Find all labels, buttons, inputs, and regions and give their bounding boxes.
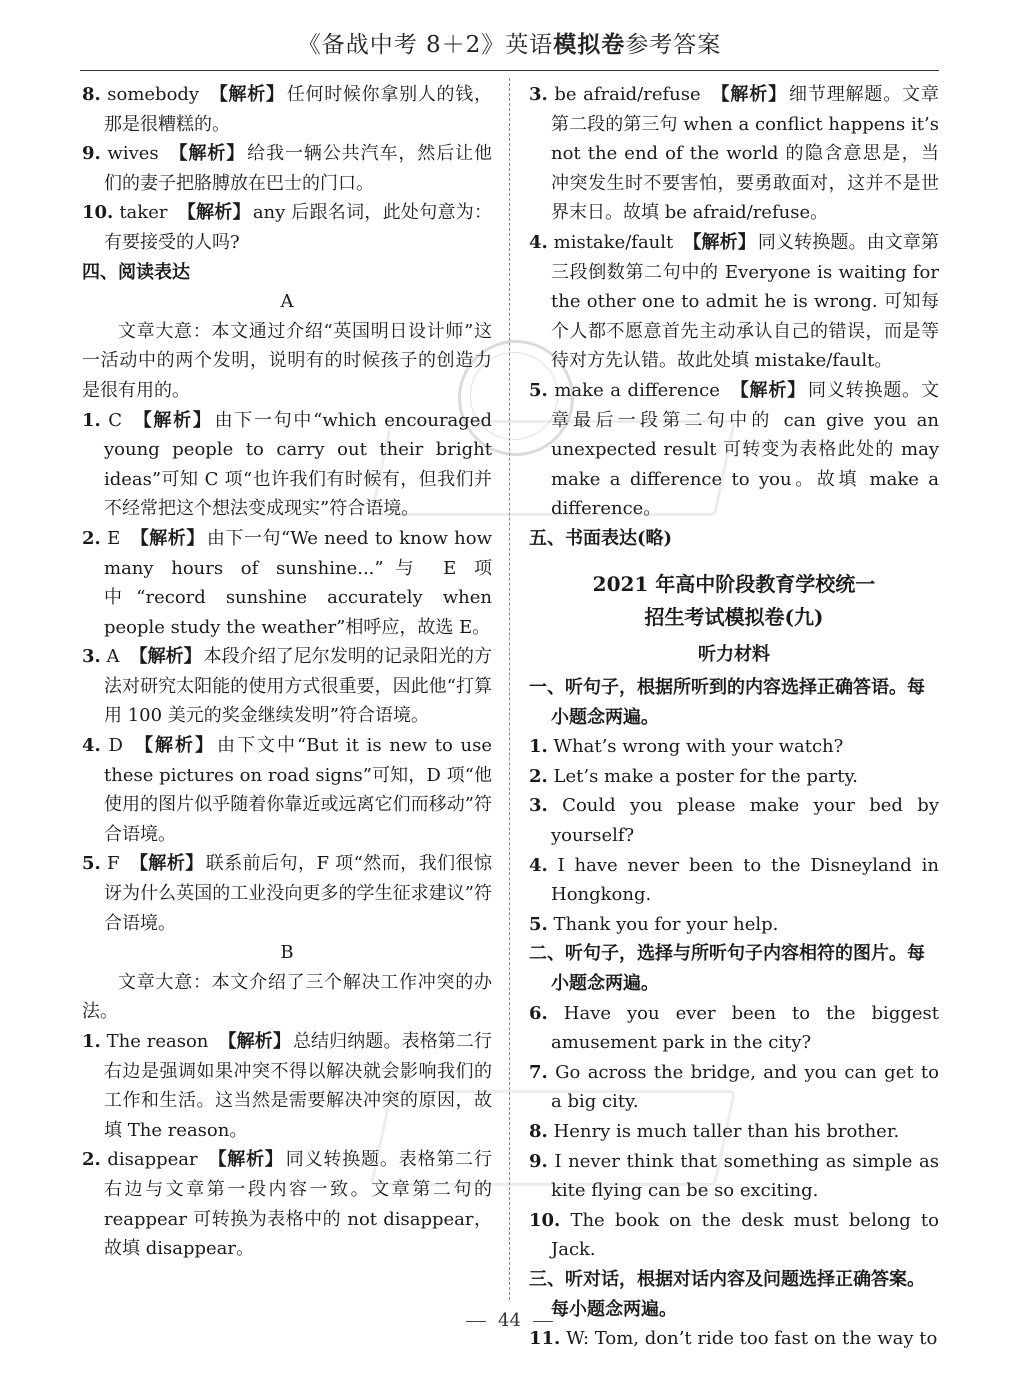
listening-part-heading: 二、听句子，选择与所听句子内容相符的图片。每小题念两遍。 [529,943,925,995]
footer-dash [533,1321,553,1322]
answer-item: 1. C 【解析】 由下一句中“which encouraged young people to carry out their bright ideas”可知 C 项“也许我们有时候有，但我们并不经常把这个想法变成现实”符合语境。 [82,409,492,520]
listening-item: 5. Thank you for your help. [529,913,779,935]
page-header [0,26,1019,59]
answer-item: 3. be afraid/refuse 【解析】 细节理解题。文章第二段的第三句 when a conflict happens it’s not the end of the world 的隐含意思是，当冲突发生时不要害怕，要勇敢面对，这并不是世界末日。故填 be afraid/refuse。 [529,84,940,224]
listening-item: 8. Henry is much taller than his brother. [529,1121,900,1142]
header-rule [80,70,939,71]
passage-summary: 文章大意：本文通过介绍“英国明日设计师”这一活动中的两个发明，说明有的时候孩子的创造力是很有用的。 [82,320,492,401]
answer-item: 3. A 【解析】 本段介绍了尼尔发明的记录阳光的方法对研究太阳能的使用方式很重要，因此他“打算用 100 美元的奖金继续发明”符合语境。 [82,646,493,727]
exam-title: 2021 年高中阶段教育学校统一 招生考试模拟卷(九) [592,571,876,629]
answer-item: 5. F 【解析】 联系前后句，F 项“然而，我们很惊讶为什么英国的工业没向更多的学生征求建议”符合语境。 [82,853,492,934]
listening-item: 10. The book on the desk must belong to Jack. [529,1209,939,1261]
section-title: 五、书面表达(略) [529,527,673,549]
answer-item: 9. wives 【解析】 给我一辆公共汽车，然后让他们的妻子把胳膊放在巴士的门口。 [82,143,492,194]
listening-part-heading: 三、听对话，根据对话内容及问题选择正确答案。每小题念两遍。 [529,1268,925,1320]
footer-dash [466,1321,486,1322]
answer-item: 2. E 【解析】 由下一句“We need to know how many hours of sunshine...”与 E 项中“record sunshine accurately when people study the weather”相呼应，故选 E。 [82,527,492,638]
answer-item: 5. make a difference 【解析】 同义转换题。文章最后一段第二句中的 can give you an unexpected result 可转变为表格此处的 may make a difference to you。故填 make a difference。 [529,379,939,520]
answer-item: 8. somebody 【解析】 任何时候你拿别人的钱，那是很糟糕的。 [82,84,493,135]
answer-item: 10. taker 【解析】 any 后跟名词，此处句意为：有要接受的人吗? [82,202,493,253]
section-title: 四、阅读表达 [82,261,190,283]
listening-item: 4. I have never been to the Disneyland in Hongkong. [529,854,939,906]
page-footer [0,1310,1019,1331]
answer-item: 4. D 【解析】 由下文中“But it is new to use these pictures on road signs”可知，D 项“他使用的图片似乎随着你靠近或远离它们而移动”符合语境。 [82,735,493,845]
right-column [529,80,939,1354]
header-prefix: 《备战中考 8＋2》英语 [297,32,554,58]
left-column [82,80,492,1264]
listening-item: 1. What’s wrong with your watch? [529,736,844,758]
passage-label: B [280,942,294,964]
listening-item: 11. W: Tom, don’t ride too fast on the way to [529,1328,938,1350]
listening-item: 6. Have you ever been to the biggest amusement park in the city? [529,1002,939,1054]
page-number: 44 [498,1310,521,1331]
listening-part-heading: 一、听句子，根据所听到的内容选择正确答语。每小题念两遍。 [529,677,925,728]
column-divider [509,78,510,1300]
passage-label: A [280,291,294,313]
passage-summary: 文章大意：本文介绍了三个解决工作冲突的办法。 [82,971,492,1023]
listening-title: 听力材料 [698,643,770,665]
listening-item: 2. Let’s make a poster for the party. [529,765,859,787]
header-bold: 模拟卷 [553,31,626,58]
answer-item: 1. The reason 【解析】 总结归纳题。表格第二行右边是强调如果冲突不得以解决就会影响我们的工作和生活。这当然是需要解决冲突的原因，故填 The reason。 [82,1031,493,1141]
listening-item: 3. Could you please make your bed by yourself? [529,795,939,847]
header-suffix: 参考答案 [625,32,722,58]
listening-item: 9. I never think that something as simple as kite flying can be so exciting. [529,1150,939,1202]
answer-item: 4. mistake/fault 【解析】 同义转换题。由文章第三段倒数第二句中的 Everyone is waiting for the other one to admit he is wrong. 可知每个人都不愿意首先主动承认自己的错误，而是等待对方先认错。故此处填 mistake/fault。 [529,231,939,372]
listening-item: 7. Go across the bridge, and you can get to a big city. [529,1061,939,1113]
answer-item: 2. disappear 【解析】 同义转换题。表格第二行右边与文章第一段内容一致。文章第二句的 reappear 可转换为表格中的 not disappear，故填 disappear。 [82,1149,492,1260]
